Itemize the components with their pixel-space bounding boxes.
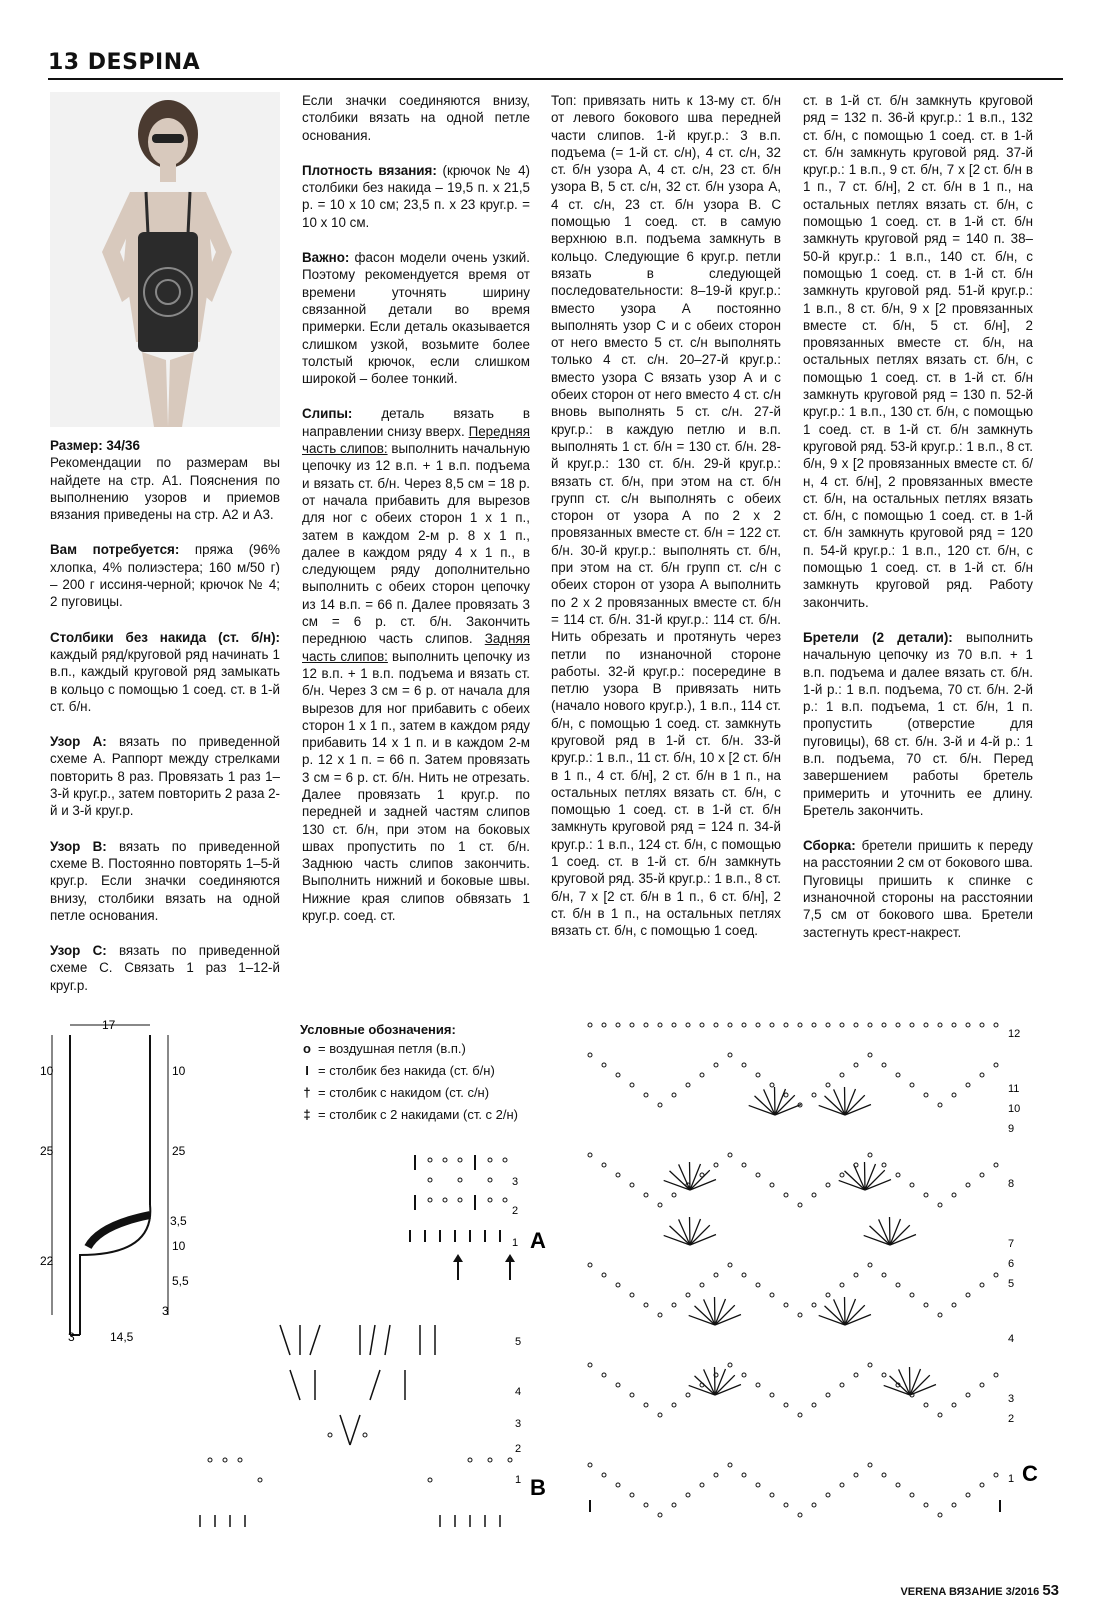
pattern-b-paragraph xyxy=(50,838,280,924)
dim-right-6: 3 xyxy=(162,1304,169,1318)
pattern-a-label: Узор A: xyxy=(50,734,107,750)
materials-label: Вам потребуется: xyxy=(50,542,180,558)
top-continued-paragraph: ст. в 1-й ст. б/н замкнуть круговой ряд = 132 п. 36-й круг.р.: 1 в.п., 132 ст. б/н, с помощью 1 соед. ст. в 1-й ст. б/н замкнуть круговой ряд. 37-й круг.р.: 1 в.п., 9 ст. б/н, 7 х [2 ст. б/н в 1 п., 7 ст. б/н], 2 ст. б/н в 1 п., на остальных петлях вязать ст. б/н, с помощью 1 соед. ст. в 1-й ст. б/н замкнуть круговой ряд = 140 п. 38–50-й круг.р.: 1 в.п., 140 ст. б/н, с помощью 1 соед. ст. в 1-й ст. б/н замкнуть круговой ряд. 51-й круг.р.: 1 в.п., 8 ст. б/н, 9 х [2 провязанных вместе ст. б/н, 5 ст. б/н], 2 провязанных вместе ст. б/н, на остальных петлях вязать ст. б/н, с помощью 1 соед. ст. в 1-й ст. б/н замкнуть круговой ряд = 130 п. 52-й круг.р.: 1 в.п., 130 ст. б/н, с помощью 1 соед. ст. в 1-й ст. б/н замкнуть круговой ряд. 53-й круг.р.: 1 в.п., 8 ст. б/н, 9 х [2 провязанных вместе ст. б/н, 4 ст. б/н], 2 провязанных вместе ст. б/н, на остальных петлях вязать ст. б/н, с помощью 1 соед. ст. в 1-й ст. б/н замкнуть круговой ряд = 120 п. 54-й круг.р.: 1 в.п., 120 ст. б/н, с помощью 1 соед. ст. в 1-й ст. б/н замкнуть круговой ряд. Работу закончить. xyxy=(803,93,1033,610)
double-crochet-icon: † xyxy=(303,1085,311,1100)
page-title: 13 DESPINA xyxy=(48,50,201,75)
front-briefs-heading: Передняя часть слипов: xyxy=(302,423,530,457)
size-label: Размер: 34/36 xyxy=(50,438,140,453)
sc-paragraph xyxy=(50,629,280,715)
chart-c-row-10: 10 xyxy=(1008,1103,1021,1115)
assembly-label: Сборка: xyxy=(803,838,856,854)
dim-right-2: 25 xyxy=(172,1144,186,1158)
legend-item xyxy=(300,1060,518,1082)
chart-c xyxy=(580,1015,1060,1545)
chain-stitch-icon: o xyxy=(303,1041,311,1056)
straps-text: выполнить начальную цепочку из 70 в.п. + 1 в.п. подъема и далее вязать ст. б/н. 1-й р.: 1 в.п. подъема, 70 ст. б/н. 2-й р.: 1 в.п. подъема, 1 ст. б/н, 1 п. пропустить (отверстие для пуговицы), 68 ст. б/н. 3-й и 4-й р.: 1 в.п. подъема, 70 ст. б/н. Перед завершением работы бретель примерить и уточнить ее длину. Бретель закончить. xyxy=(803,629,1033,818)
column-3 xyxy=(551,92,781,958)
single-crochet-icon: I xyxy=(305,1063,309,1078)
gauge-label: Плотность вязания: xyxy=(302,162,437,178)
assembly-text: бретели пришить к переду на расстоянии 2 см от бокового шва. Пуговицы пришить к спинке с изнаночной стороны на расстоянии 7,5 см от бокового шва. Бретели застегнуть крест-накрест. xyxy=(803,838,1033,940)
briefs-paragraph xyxy=(302,405,530,924)
dim-bottom-2: 14,5 xyxy=(110,1330,134,1344)
chart-c-row-6: 6 xyxy=(1008,1258,1015,1270)
page-footer xyxy=(900,1582,1059,1599)
chart-c-row-4: 4 xyxy=(1008,1333,1015,1345)
legend-item xyxy=(300,1104,518,1126)
chart-c-row-1: 1 xyxy=(1008,1473,1015,1485)
legend-label: = столбик с накидом (ст. с/н) xyxy=(318,1085,490,1100)
back-briefs-heading: Задняя часть слипов: xyxy=(302,631,530,664)
chart-b-row-4: 4 xyxy=(515,1386,522,1398)
page-number: 53 xyxy=(1042,1582,1059,1599)
pattern-c-label: Узор C: xyxy=(50,943,107,959)
size-paragraph xyxy=(50,437,280,523)
chart-c-row-7: 7 xyxy=(1008,1238,1015,1250)
pattern-b-label: Узор B: xyxy=(50,838,107,854)
size-text: Рекомендации по размерам вы найдете на стр. А1. Пояснения по выполнению узоров и приемов вязания приведены на стр. А2 и А3. xyxy=(50,455,280,523)
garment-schematic xyxy=(40,1015,200,1345)
gauge-paragraph xyxy=(302,162,530,231)
pattern-a-text: вязать по приведенной схеме А. Раппорт между стрелками повторить 8 раз. Провязать 1 раз 1–3-й круг.р., затем повторить 2 раза 2-й и 3-й круг.р. xyxy=(50,734,281,819)
chart-b xyxy=(190,1315,560,1545)
important-text: фасон модели очень узкий. Поэтому рекомендуется время от времени уточнять ширину связанной детали во время примерки. Если деталь оказывается слишком узкой, возьмите более толстый крючок, если слишком широкой – более тонкий. xyxy=(302,250,530,387)
chart-c-row-12: 12 xyxy=(1008,1028,1021,1040)
dim-right-1: 10 xyxy=(172,1064,186,1078)
dim-left-3: 22 xyxy=(40,1254,54,1268)
legend-item xyxy=(300,1038,518,1060)
chart-c-label: C xyxy=(1022,1461,1038,1486)
assembly-paragraph xyxy=(803,837,1033,941)
chart-c-row-9: 9 xyxy=(1008,1123,1015,1135)
briefs-label: Слипы: xyxy=(302,406,353,422)
model-photo xyxy=(50,92,280,427)
legend-title: Условные обозначения: xyxy=(300,1022,456,1037)
sc-label: Столбики без накида (ст. б/н): xyxy=(50,629,280,645)
briefs-text-3: выполнить цепочку из 12 в.п. + 1 в.п. подъема и вязать ст. б/н. Через 3 см = 6 р. от начала для вырезов для ног прибавить с обеих сторон 1 х 1 п., затем в каждом ряду прибавить 14 х 1 п. и в каждом 2-м р. 12 х 1 п. = 66 п. Затем провязать 3 см = 6 р. ст. б/н. Нить не отрезать. Далее провязать 1 круг.р. по передней и задней частям слипов 130 ст. б/н, при этом на боковых швах пропустить по 1 ст. б/н. Заднюю часть слипов закончить. Выполнить нижний и боковые швы. Нижние края слипов обвязать 1 круг.р. соед. ст. xyxy=(302,648,530,924)
pattern-c-text: вязать по приведенной схеме С. Связать 1 раз 1–12-й круг.р. xyxy=(50,943,281,993)
chart-c-row-3: 3 xyxy=(1008,1393,1015,1405)
chart-b-row-3: 3 xyxy=(515,1418,522,1430)
top-paragraph: Топ: привязать нить к 13-му ст. б/н от левого бокового шва передней части слипов. 1-й круг.р.: 3 в.п. подъема (= 1-й ст. с/н), 4 ст. с/н, 32 ст. б/н узора А, 4 ст. с/н, 23 ст. б/н узора В, 5 ст. с/н, 32 ст. б/н узора А, 4 ст. с/н, 23 ст. б/н узора В. С помощью 1 соед. ст. в самую верхнюю в.п. подъема замкнуть в кольцо. Следующие 6 круг.р. петли вязать в следующей последовательности: 8–19-й круг.р.: вместо узора А постоянно выполнять узор С и с обеих сторон от него вместо 5 ст. с/н выполнять только 4 ст. с/н. 20–27-й круг.р.: вместо узора С вязать узор А и с обеих сторон от него вместо 4 ст. с/н вновь выполнять 5 ст. с/н. 27-й круг.р.: в каждую петлю и в.п. выполнять 1 ст. б/н = 130 ст. б/н. 28-й круг.р.: 130 ст. б/н. 29-й круг.р.: вязать ст. б/н, при этом на ст. б/н групп ст. с/н выполнять с обеих сторон от узора А по 2 х 2 провязанных вместе ст. б/н = 122 ст. б/н. 30-й круг.р.: выполнять ст. б/н, при этом на ст. б/н групп ст. с/н с обеих сторон от узора А выполнить по 2 х 2 провязанных вместе ст. б/н = 114 ст. б/н. 31-й круг.р.: 114 ст. б/н. Нить обрезать и протянуть через петли по изнаночной стороне работы. 32-й круг.р.: посередине в петлю узора В привязать нить (начало нового круг.р.), 1 в.п., 114 ст. б/н, с помощью 1 соед. ст. замкнуть круговой ряд в 1-й ст. б/н. 33-й круг.р.: 1 в.п., 11 ст. б/н, 10 х [2 ст. б/н в 1 п., 4 ст. б/н], 2 ст. б/н в 1 п., на остальных петлях вязать ст. б/н, с помощью 1 соед. ст. в 1-й ст. б/н замкнуть круговой ряд = 124 п. 34-й круг.р.: 1 в.п., 124 ст. б/н, с помощью 1 соед. ст. в 1-й ст. б/н замкнуть круговой ряд. 35-й круг.р.: 1 в.п., 8 ст. б/н, 7 х [2 ст. б/н в 1 п., 6 ст. б/н], 2 ст. б/н в 1 п., на остальных петлях вязать ст. б/н, с помощью 1 соед. xyxy=(551,93,781,939)
magazine-name: VERENA ВЯЗАНИЕ 3/2016 xyxy=(900,1586,1040,1598)
chart-c-row-2: 2 xyxy=(1008,1413,1015,1425)
symbol-legend xyxy=(300,1022,518,1126)
chart-c-row-8: 8 xyxy=(1008,1178,1015,1190)
chart-c-row-5: 5 xyxy=(1008,1278,1015,1290)
important-label: Важно: xyxy=(302,250,350,266)
chart-a-row-2: 2 xyxy=(512,1205,519,1217)
treble-crochet-icon: ‡ xyxy=(303,1107,311,1122)
sc-text: каждый ряд/круговой ряд начинать 1 в.п., каждый круговой ряд замыкать в кольцо с помощью 1 соед. ст. в 1-й ст. б/н. xyxy=(50,646,280,714)
dim-left-1: 10 xyxy=(40,1064,54,1078)
legend-item xyxy=(300,1082,518,1104)
legend-label: = столбик с 2 накидами (ст. с 2/н) xyxy=(318,1107,519,1122)
briefs-text-2: выполнить начальную цепочку из 12 в.п. + 1 в.п. подъема и вязать ст. б/н. Через 8,5 см = 18 р. от начала прибавить для вырезов для ног с обеих сторон 1 х 1 п., затем в каждом 2-м р. 8 х 1 п., далее в каждом ряду 4 х 1 п., в следующем ряду дополнительно выполнить с обеих сторон цепочку из 14 в.п. = 66 п. Далее провязать 3 см = 6 р. ст. б/н. Закончить переднюю часть слипов. xyxy=(302,441,530,647)
column-4 xyxy=(803,92,1033,959)
chart-a xyxy=(400,1150,560,1290)
dim-right-4: 10 xyxy=(172,1239,186,1253)
chart-b-row-1: 1 xyxy=(515,1474,522,1486)
chart-a-row-1: 1 xyxy=(512,1237,519,1249)
dim-bottom-1: 3 xyxy=(68,1330,75,1344)
straps-label: Бретели (2 детали): xyxy=(803,629,953,645)
straps-paragraph xyxy=(803,629,1033,819)
chart-a-label: A xyxy=(530,1228,546,1253)
pattern-c-paragraph xyxy=(50,942,280,994)
dim-left-2: 25 xyxy=(40,1144,54,1158)
materials-paragraph xyxy=(50,541,280,610)
chart-b-label: B xyxy=(530,1475,546,1500)
title-rule xyxy=(48,78,1063,80)
chart-b-row-5: 5 xyxy=(515,1336,522,1348)
pattern-a-paragraph xyxy=(50,733,280,819)
dim-right-3: 3,5 xyxy=(170,1214,187,1228)
legend-label: = столбик без накида (ст. б/н) xyxy=(318,1063,495,1078)
chart-c-row-11: 11 xyxy=(1008,1083,1020,1095)
pattern-b-text: вязать по приведенной схеме В. Постоянно повторять 1–5-й круг.р. Если значки соединяются внизу, столбики вязать на одной петле основания. xyxy=(50,838,281,923)
briefs-text-1: деталь вязать в направлении снизу вверх. xyxy=(302,406,530,439)
legend-label: = воздушная петля (в.п.) xyxy=(318,1041,466,1056)
chart-b-row-2: 2 xyxy=(515,1443,522,1455)
materials-text: пряжа (96% хлопка, 4% полиэстера; 160 м/50 г) – 200 г иссиня-черной; крючок № 4; 2 пуговицы. xyxy=(50,542,280,610)
column-2 xyxy=(302,92,530,942)
chart-a-row-3: 3 xyxy=(512,1176,519,1188)
dim-right-5: 5,5 xyxy=(172,1274,189,1288)
intro-paragraph: Если значки соединяются внизу, столбики вязать на одной петле основания. xyxy=(302,93,530,143)
dim-top-width: 17 xyxy=(102,1018,116,1032)
gauge-text: (крючок № 4) столбики без накида – 19,5 п. х 21,5 р. = 10 х 10 см; 23,5 п. х 23 круг.р. = 10 х 10 см. xyxy=(302,162,530,230)
important-paragraph xyxy=(302,249,530,387)
